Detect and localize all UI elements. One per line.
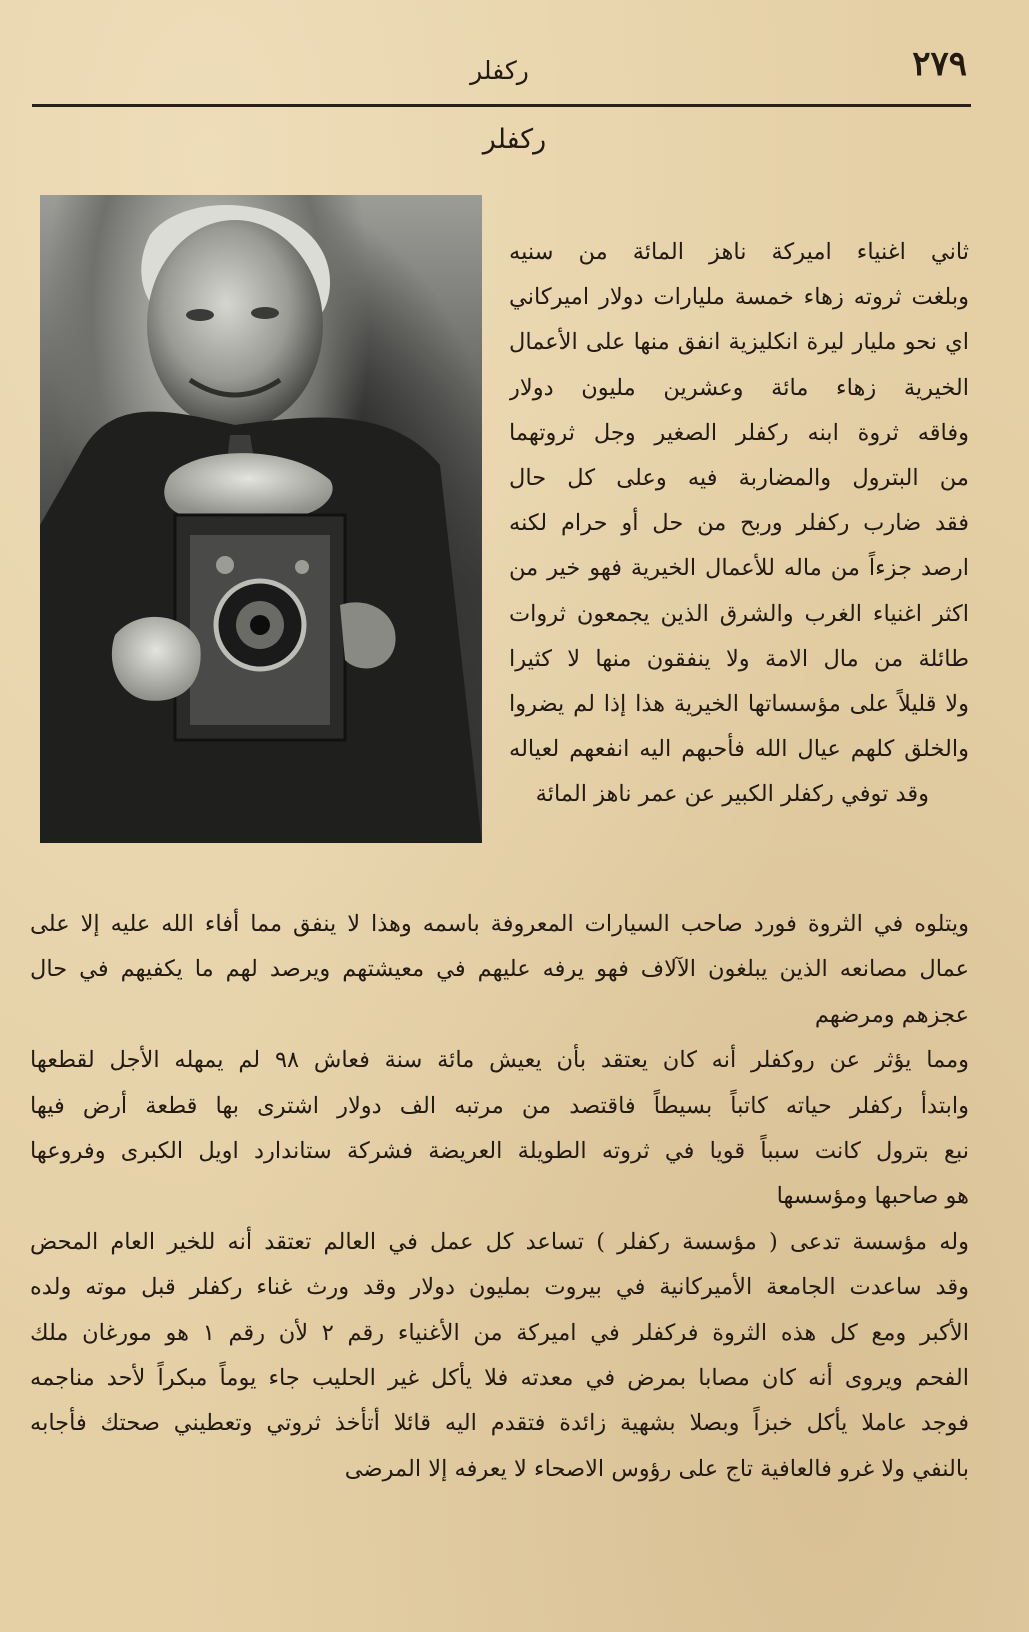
photograph-man-with-camera-icon [40, 195, 482, 843]
text-line: وفاقه ثروة ابنه ركفلر الصغير وجل ثروتهما [509, 419, 969, 446]
narrow-text-column [509, 230, 969, 818]
text-line: ارصد جزءاً من ماله للأعمال الخيرية فهو خير من [509, 555, 969, 582]
text-line: اكثر اغنياء الغرب والشرق الذين يجمعون ثروات [509, 600, 969, 627]
text-line: طائلة من مال الامة ولا ينفقون منها لا كثيرا [509, 645, 969, 672]
text-line: عمال مصانعه الذين يبلغون الآلاف فهو يرفه عليهم في معيشتهم ويرصد لهم ما يكفيهم في حال [30, 956, 969, 983]
text-line: وله مؤسسة تدعى ( مؤسسة ركفلر ) تساعد كل عمل في العالم تعتقد أنه للخير العام المحض [30, 1228, 969, 1255]
portrait-photo [40, 195, 482, 843]
text-line: ولا قليلاً على مؤسساتها الخيرية هذا إذا لم يضروا [509, 691, 969, 718]
text-line: عجزهم ومرضهم [814, 1001, 969, 1028]
text-line: نبع بترول كانت سبباً قويا في ثروته الطويلة العريضة فشركة ستاندارد اويل الكبرى وفروعها [30, 1138, 969, 1165]
text-line: الفحم ويروى أنه كان مصابا بمرض في معدته فلا يأكل غير الحليب جاء يوماً مبكراً لأحد مناجمه [30, 1365, 969, 1392]
text-line: اي نحو مليار ليرة انكليزية انفق منها على الأعمال [509, 329, 969, 356]
paragraph-foundation [30, 1220, 969, 1492]
text-line: الخيرية زهاء مائة وعشرين مليون دولار [509, 374, 969, 401]
text-line: ثاني اغنياء اميركة ناهز المائة من سنيه [509, 239, 969, 265]
text-line: فقد ضارب ركفلر وربح من حل أو حرام لكنه [509, 510, 969, 537]
paragraph-rockefeller-life [30, 1038, 969, 1220]
wide-text-column [30, 902, 969, 1492]
text-line: فوجد عاملا يأكل خبزاً وبصلا بشهية زائدة فتقدم اليه قائلا أتأخذ ثروتي وتعطيني صحتك فأجابه [30, 1410, 969, 1437]
text-line: من البترول والمضاربة فيه وعلى كل حال [509, 465, 969, 492]
running-title: ركفلر [470, 56, 529, 85]
text-line: وابتدأ ركفلر حياته كاتباً بسيطاً فاقتصد من مرتبه الف دولار اشترى بها قطعة أرض فيها [30, 1092, 969, 1119]
text-line: بالنفي ولا غرو فالعافية تاج على رؤوس الاصحاء لا يعرفه إلا المرضى [344, 1455, 969, 1482]
paragraph-ford [30, 902, 969, 1038]
article-title: ركفلر [482, 124, 547, 155]
running-head [32, 44, 967, 96]
text-line: وبلغت ثروته زهاء خمسة مليارات دولار اميركاني [509, 284, 969, 311]
text-line: وقد توفي ركفلر الكبير عن عمر ناهز المائة [535, 781, 929, 808]
text-line: والخلق كلهم عيال الله فأحبهم اليه انفعهم لعياله [509, 736, 969, 763]
page-number: ٢٧٩ [912, 44, 967, 84]
text-line: الأكبر ومع كل هذه الثروة فركفلر في اميركة من الأغنياء رقم ٢ لأن رقم ١ هو مورغان ملك [30, 1319, 969, 1346]
text-line: ويتلوه في الثروة فورد صاحب السيارات المعروفة باسمه وهذا لا ينفق مما أفاء الله عليه إلا على [30, 911, 969, 937]
text-line: ومما يؤثر عن روكفلر أنه كان يعتقد بأن يعيش مائة سنة فعاش ٩٨ لم يمهله الأجل لقطعها [30, 1047, 969, 1074]
text-line: وقد ساعدت الجامعة الأميركانية في بيروت بمليون دولار وقد ورث غناء ركفلر قبل موته ولده [30, 1274, 969, 1301]
text-line: هو صاحبها ومؤسسها [776, 1183, 969, 1210]
header-rule [32, 104, 971, 107]
